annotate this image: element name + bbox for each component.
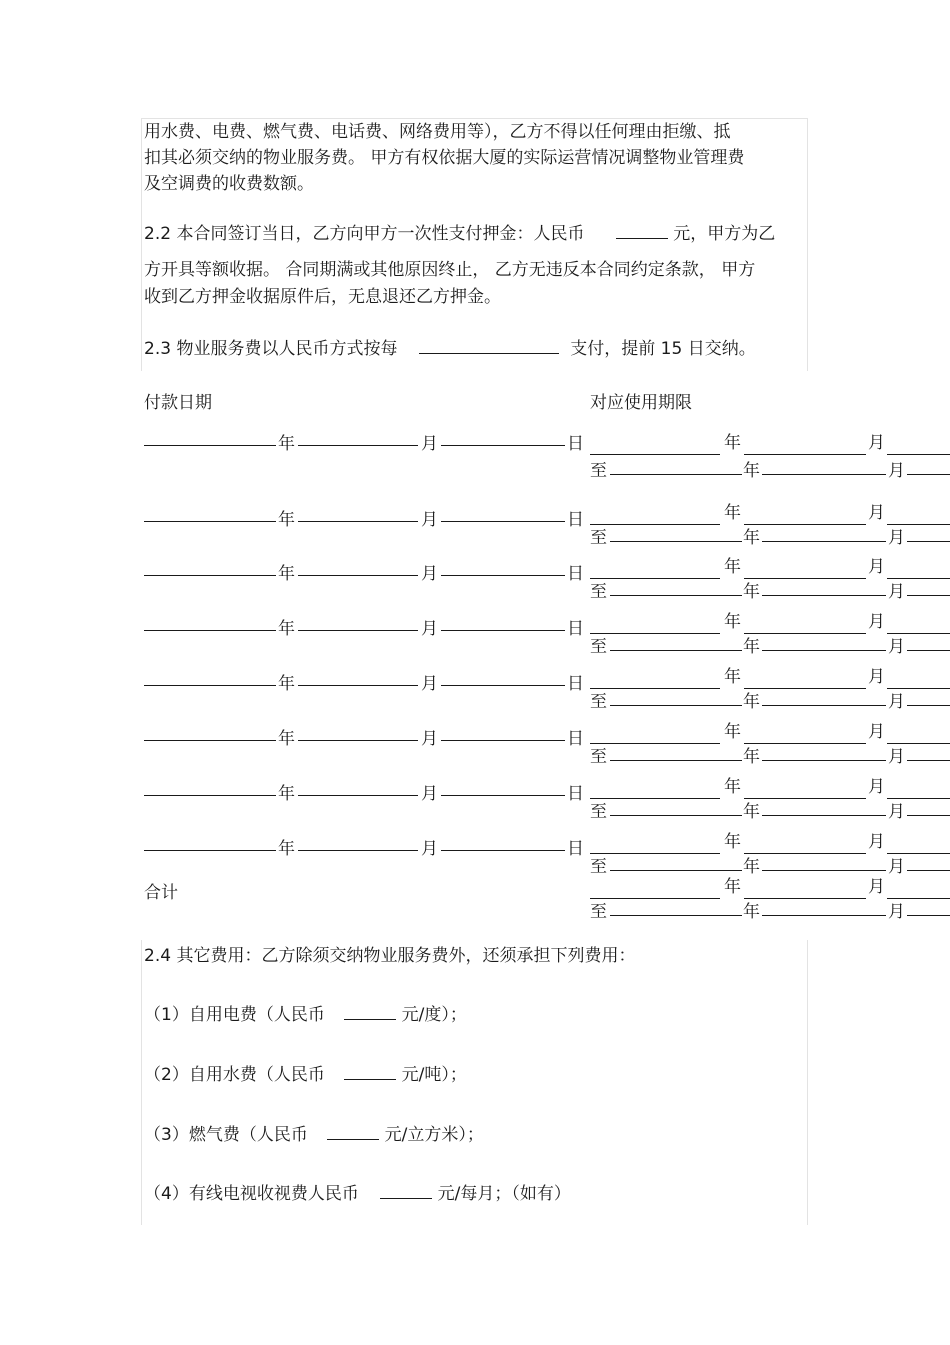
period-start-month-blank[interactable]: [744, 672, 866, 689]
year-label: 年: [724, 832, 741, 852]
period-start-year-blank[interactable]: [590, 782, 720, 799]
year-label: 年: [743, 857, 760, 877]
period-end-year-blank[interactable]: [610, 899, 742, 916]
year-label: 年: [724, 612, 741, 632]
month-label: 月: [421, 784, 438, 804]
clause-2-4-title: 2.4 其它费用：乙方除须交纳物业服务费外，还须承担下列费用：: [144, 946, 636, 966]
year-label: 年: [743, 747, 760, 767]
month-label: 月: [888, 637, 905, 657]
period-end-day-blank[interactable]: [907, 899, 950, 916]
month-label: 月: [888, 582, 905, 602]
year-label: 年: [724, 667, 741, 687]
period-start-year-blank[interactable]: [590, 837, 720, 854]
clause-2-3-line: [144, 337, 756, 360]
payment-month-blank[interactable]: [298, 779, 418, 796]
period-end-day-blank[interactable]: [907, 689, 950, 706]
month-label: 月: [421, 839, 438, 859]
period-start-month-blank[interactable]: [744, 617, 866, 634]
period-end-year-blank[interactable]: [610, 579, 742, 596]
period-end-year-blank[interactable]: [610, 799, 742, 816]
year-label: 年: [743, 802, 760, 822]
month-label: 月: [888, 902, 905, 922]
month-label: 月: [868, 832, 885, 852]
electricity-rate-blank[interactable]: [344, 1003, 396, 1020]
payment-month-blank[interactable]: [298, 724, 418, 741]
paragraph-line: 方开具等额收据。 合同期满或其他原因终止， 乙方无违反本合同约定条款， 甲方: [144, 260, 756, 280]
to-label: 至: [590, 637, 607, 657]
year-label: 年: [278, 674, 295, 694]
month-label: 月: [888, 461, 905, 481]
period-end-month-blank[interactable]: [762, 579, 886, 596]
period-start-year-blank[interactable]: [590, 617, 720, 634]
fee-text: （4）有线电视收视费人民币: [144, 1184, 359, 1204]
payment-day-blank[interactable]: [441, 724, 565, 741]
to-label: 至: [590, 528, 607, 548]
period-start-month-blank[interactable]: [744, 882, 866, 899]
payment-year-blank[interactable]: [144, 429, 276, 446]
fee-item-gas: [144, 1123, 484, 1146]
month-label: 月: [868, 667, 885, 687]
month-label: 月: [868, 612, 885, 632]
year-label: 年: [724, 557, 741, 577]
to-label: 至: [590, 857, 607, 877]
period-end-month-blank[interactable]: [762, 689, 886, 706]
cable-tv-rate-blank[interactable]: [380, 1182, 432, 1199]
payment-period-blank[interactable]: [419, 337, 559, 354]
period-end-day-blank[interactable]: [907, 799, 950, 816]
paragraph-line: 收到乙方押金收据原件后，无息退还乙方押金。: [144, 287, 501, 307]
to-label: 至: [590, 461, 607, 481]
payment-month-blank[interactable]: [298, 834, 418, 851]
period-end-year-blank[interactable]: [610, 744, 742, 761]
day-label: 日: [567, 434, 584, 454]
period-end-month-blank[interactable]: [762, 854, 886, 871]
fee-item-water: [144, 1063, 467, 1086]
water-rate-blank[interactable]: [344, 1063, 396, 1080]
fee-text: 元/吨）；: [401, 1065, 467, 1085]
column-header-payment-date: 付款日期: [144, 393, 212, 413]
payment-year-blank[interactable]: [144, 669, 276, 686]
period-end-day-blank[interactable]: [907, 525, 950, 542]
year-label: 年: [724, 722, 741, 742]
column-header-period: 对应使用期限: [590, 393, 692, 413]
day-label: 日: [567, 674, 584, 694]
payment-year-blank[interactable]: [144, 779, 276, 796]
payment-month-blank[interactable]: [298, 559, 418, 576]
payment-day-blank[interactable]: [441, 559, 565, 576]
year-label: 年: [724, 777, 741, 797]
period-end-year-blank[interactable]: [610, 634, 742, 651]
period-start-day-blank[interactable]: [887, 438, 950, 455]
clause-text: 2.2 本合同签订当日，乙方向甲方一次性支付押金：人民币: [144, 224, 585, 244]
period-end-year-blank[interactable]: [610, 458, 742, 475]
year-label: 年: [743, 582, 760, 602]
payment-year-blank[interactable]: [144, 505, 276, 522]
period-end-month-blank[interactable]: [762, 458, 886, 475]
year-label: 年: [278, 564, 295, 584]
paragraph-line: 扣其必须交纳的物业服务费。 甲方有权依据大厦的实际运营情况调整物业管理费: [144, 148, 745, 168]
month-label: 月: [888, 528, 905, 548]
year-label: 年: [278, 510, 295, 530]
period-end-year-blank[interactable]: [610, 854, 742, 871]
payment-day-blank[interactable]: [441, 834, 565, 851]
period-start-year-blank[interactable]: [590, 672, 720, 689]
paragraph-line: 用水费、电费、燃气费、电话费、网络费用等），乙方不得以任何理由拒缴、抵: [144, 122, 731, 142]
deposit-amount-blank[interactable]: [616, 222, 668, 239]
month-label: 月: [888, 747, 905, 767]
period-end-year-blank[interactable]: [610, 525, 742, 542]
year-label: 年: [278, 434, 295, 454]
fee-text: 元/立方米）；: [384, 1125, 484, 1145]
payment-year-blank[interactable]: [144, 559, 276, 576]
day-label: 日: [567, 839, 584, 859]
year-label: 年: [278, 839, 295, 859]
month-label: 月: [868, 777, 885, 797]
payment-month-blank[interactable]: [298, 429, 418, 446]
year-label: 年: [724, 503, 741, 523]
payment-year-blank[interactable]: [144, 834, 276, 851]
payment-month-blank[interactable]: [298, 669, 418, 686]
gas-rate-blank[interactable]: [327, 1123, 379, 1140]
payment-year-blank[interactable]: [144, 724, 276, 741]
period-start-month-blank[interactable]: [744, 438, 866, 455]
fee-text: （2）自用水费（人民币: [144, 1065, 325, 1085]
year-label: 年: [278, 729, 295, 749]
period-end-month-blank[interactable]: [762, 744, 886, 761]
period-start-year-blank[interactable]: [590, 508, 720, 525]
month-label: 月: [868, 877, 885, 897]
year-label: 年: [743, 637, 760, 657]
period-end-day-blank[interactable]: [907, 579, 950, 596]
day-label: 日: [567, 784, 584, 804]
payment-year-blank[interactable]: [144, 614, 276, 631]
month-label: 月: [421, 619, 438, 639]
period-end-day-blank[interactable]: [907, 744, 950, 761]
month-label: 月: [421, 729, 438, 749]
year-label: 年: [743, 528, 760, 548]
payment-month-blank[interactable]: [298, 505, 418, 522]
period-end-day-blank[interactable]: [907, 458, 950, 475]
year-label: 年: [743, 692, 760, 712]
fee-item-electricity: [144, 1003, 467, 1026]
period-start-month-blank[interactable]: [744, 837, 866, 854]
year-label: 年: [724, 433, 741, 453]
fee-text: 元/度）；: [401, 1005, 467, 1025]
payment-day-blank[interactable]: [441, 505, 565, 522]
clause-text: 元，甲方为乙: [673, 224, 776, 244]
period-start-year-blank[interactable]: [590, 727, 720, 744]
to-label: 至: [590, 902, 607, 922]
payment-day-blank[interactable]: [441, 669, 565, 686]
payment-day-blank[interactable]: [441, 779, 565, 796]
year-label: 年: [743, 461, 760, 481]
month-label: 月: [888, 802, 905, 822]
month-label: 月: [888, 692, 905, 712]
to-label: 至: [590, 692, 607, 712]
month-label: 月: [888, 857, 905, 877]
period-end-day-blank[interactable]: [907, 854, 950, 871]
period-start-month-blank[interactable]: [744, 727, 866, 744]
day-label: 日: [567, 619, 584, 639]
period-start-year-blank[interactable]: [590, 882, 720, 899]
period-start-year-blank[interactable]: [590, 562, 720, 579]
day-label: 日: [567, 510, 584, 530]
month-label: 月: [421, 510, 438, 530]
year-label: 年: [724, 877, 741, 897]
clause-text: 2.3 物业服务费以人民币方式按每: [144, 339, 398, 359]
period-start-month-blank[interactable]: [744, 508, 866, 525]
year-label: 年: [743, 902, 760, 922]
clause-text: 支付，提前 15 日交纳。: [570, 339, 756, 359]
to-label: 至: [590, 802, 607, 822]
period-end-month-blank[interactable]: [762, 634, 886, 651]
payment-month-blank[interactable]: [298, 614, 418, 631]
period-start-month-blank[interactable]: [744, 562, 866, 579]
fee-item-cable-tv: [144, 1182, 571, 1205]
to-label: 至: [590, 747, 607, 767]
day-label: 日: [567, 564, 584, 584]
to-label: 至: [590, 582, 607, 602]
payment-day-blank[interactable]: [441, 429, 565, 446]
period-start-year-blank[interactable]: [590, 438, 720, 455]
year-label: 年: [278, 619, 295, 639]
period-end-month-blank[interactable]: [762, 799, 886, 816]
period-start-month-blank[interactable]: [744, 782, 866, 799]
total-label: 合计: [144, 883, 178, 903]
month-label: 月: [868, 722, 885, 742]
period-end-day-blank[interactable]: [907, 634, 950, 651]
year-label: 年: [278, 784, 295, 804]
month-label: 月: [421, 674, 438, 694]
month-label: 月: [421, 434, 438, 454]
month-label: 月: [421, 564, 438, 584]
period-end-month-blank[interactable]: [762, 899, 886, 916]
period-end-month-blank[interactable]: [762, 525, 886, 542]
month-label: 月: [868, 433, 885, 453]
fee-text: 元/每月；（如有）: [437, 1184, 571, 1204]
month-label: 月: [868, 557, 885, 577]
paragraph-line: 及空调费的收费数额。: [144, 174, 314, 194]
fee-text: （3）燃气费（人民币: [144, 1125, 308, 1145]
period-end-year-blank[interactable]: [610, 689, 742, 706]
day-label: 日: [567, 729, 584, 749]
month-label: 月: [868, 503, 885, 523]
fee-text: （1）自用电费（人民币: [144, 1005, 325, 1025]
payment-day-blank[interactable]: [441, 614, 565, 631]
clause-2-2-line: [144, 222, 775, 245]
